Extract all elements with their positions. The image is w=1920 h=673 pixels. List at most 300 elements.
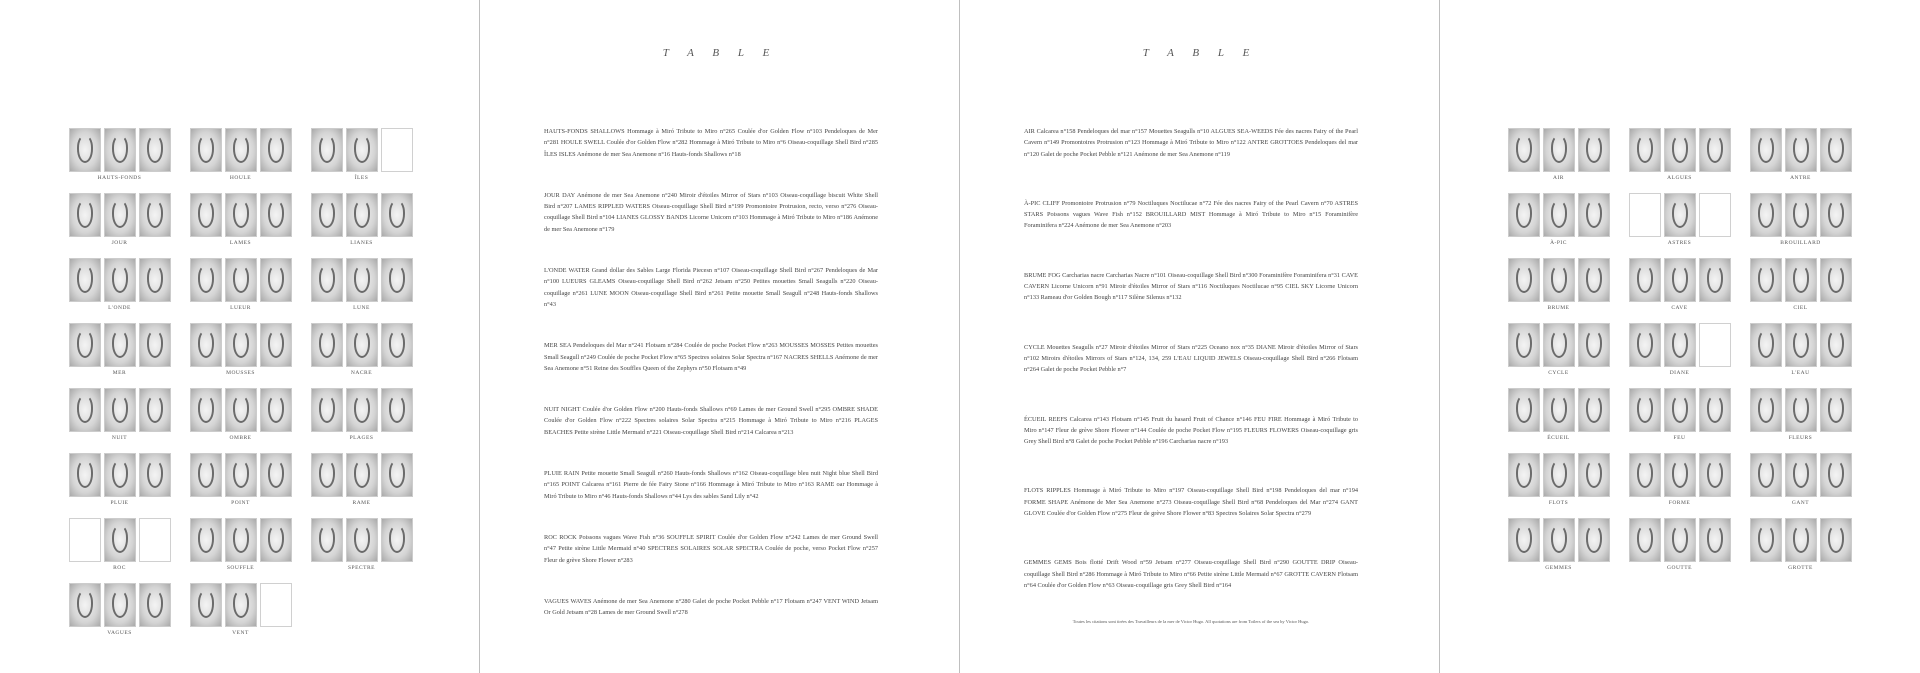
thumbnail-group bbox=[64, 193, 175, 258]
necklace-icon bbox=[1516, 525, 1532, 553]
jewelry-thumbnail bbox=[190, 518, 222, 562]
jewelry-thumbnail bbox=[1508, 323, 1540, 367]
thumbnail-group bbox=[1745, 453, 1856, 518]
necklace-icon bbox=[1516, 265, 1532, 293]
jewelry-thumbnail bbox=[311, 193, 343, 237]
thumbnail-group-label: L'EAU bbox=[1791, 370, 1810, 376]
jewelry-thumbnail bbox=[381, 453, 413, 497]
necklace-icon bbox=[1793, 525, 1809, 553]
empty-thumbnail bbox=[1629, 193, 1661, 237]
thumbnail-row bbox=[1508, 388, 1610, 432]
thumbnail-group bbox=[1745, 518, 1856, 583]
thumbnail-group-label: NUIT bbox=[111, 435, 128, 441]
jewelry-thumbnail bbox=[1750, 193, 1782, 237]
thumbnail-row bbox=[69, 388, 171, 432]
jewelry-thumbnail bbox=[139, 193, 171, 237]
necklace-icon bbox=[77, 265, 93, 293]
jewelry-thumbnail bbox=[69, 128, 101, 172]
jewelry-thumbnail bbox=[346, 323, 378, 367]
thumbnail-group bbox=[306, 518, 417, 583]
thumbnail-group-label: LIANES bbox=[350, 240, 373, 246]
thumbnail-group bbox=[64, 583, 175, 648]
necklace-icon bbox=[1551, 330, 1567, 358]
thumbnail-group-label: FORME bbox=[1668, 500, 1691, 506]
thumbnail-row bbox=[1508, 128, 1610, 172]
jewelry-thumbnail bbox=[1543, 128, 1575, 172]
necklace-icon bbox=[268, 525, 284, 553]
necklace-icon bbox=[268, 135, 284, 163]
index-entry: HAUTS-FONDS SHALLOWS Hommage à Miró Tribute to Miro n°265 Coulée d'or Golden Flow n°103 Pendeloques de Mer n°281 HOULE SWELL Coulée d'or Golden Flow n°282 Hommage à Miró Tribute to Miro n°6 Oiseau-coquillage Shell Bird n°285 ÎLES ISLES Anémone de mer Sea Anemone n°16 Hauts-fonds Shallows n°18 bbox=[544, 128, 878, 158]
necklace-icon bbox=[354, 525, 370, 553]
thumbnail-row bbox=[1750, 258, 1852, 302]
necklace-icon bbox=[354, 265, 370, 293]
necklace-icon bbox=[233, 460, 249, 488]
necklace-icon bbox=[1637, 395, 1653, 423]
jewelry-thumbnail bbox=[1750, 518, 1782, 562]
empty-thumbnail bbox=[1699, 323, 1731, 367]
jewelry-thumbnail bbox=[1578, 453, 1610, 497]
thumbnail-group bbox=[185, 453, 296, 518]
necklace-icon bbox=[198, 330, 214, 358]
thumbnail-group-label: SOUFFLE bbox=[226, 565, 255, 571]
jewelry-thumbnail bbox=[1785, 193, 1817, 237]
jewelry-thumbnail bbox=[1750, 323, 1782, 367]
jewelry-thumbnail bbox=[190, 193, 222, 237]
thumbnail-group bbox=[1503, 323, 1614, 388]
empty-thumbnail bbox=[139, 518, 171, 562]
jewelry-thumbnail bbox=[139, 128, 171, 172]
jewelry-thumbnail bbox=[260, 128, 292, 172]
necklace-icon bbox=[198, 265, 214, 293]
empty-thumbnail bbox=[69, 518, 101, 562]
jewelry-thumbnail bbox=[1578, 258, 1610, 302]
thumbnail-group-label: CAVE bbox=[1671, 305, 1688, 311]
thumbnail-group-label: GROTTE bbox=[1788, 565, 1813, 571]
jewelry-thumbnail bbox=[225, 193, 257, 237]
index-entry: CYCLE Mouettes Seagulls n°27 Miroir d'étoiles Mirror of Stars n°225 Oceano nox n°35 DIANE Miroir d'étoiles Mirror of Stars n°102 Miroirs d'étoiles Mirrors of Stars n°124, 134, 259 L'EAU LIQUID JEWELS Oiseau-coquillage Shell Bird n°266 Flotsam n°264 Galet de poche Pocket Pebble n°7 bbox=[1024, 343, 1358, 374]
jewelry-thumbnail bbox=[346, 193, 378, 237]
thumbnail-group bbox=[185, 583, 296, 648]
index-entry: VAGUES WAVES Anémone de mer Sea Anemone n°280 Galet de poche Pocket Pebble n°17 Flotsam n°247 VENT WIND Jetsam Or Gold Jetsam n°28 Lames de mer Ground Swell n°278 bbox=[544, 597, 878, 617]
thumbnail-row bbox=[190, 258, 292, 302]
jewelry-thumbnail bbox=[1629, 388, 1661, 432]
thumbnail-group-label: ROC bbox=[113, 565, 126, 571]
jewelry-thumbnail bbox=[225, 258, 257, 302]
jewelry-thumbnail bbox=[104, 323, 136, 367]
necklace-icon bbox=[1672, 265, 1688, 293]
jewelry-thumbnail bbox=[381, 518, 413, 562]
jewelry-thumbnail bbox=[311, 128, 343, 172]
thumbnail-group-label: PLAGES bbox=[349, 435, 374, 441]
thumbnail-row bbox=[69, 323, 171, 367]
jewelry-thumbnail bbox=[1664, 518, 1696, 562]
thumbnail-group-label: ASTRES bbox=[1667, 240, 1692, 246]
necklace-icon bbox=[77, 330, 93, 358]
thumbnail-group-label: CYCLE bbox=[1548, 370, 1569, 376]
thumbnail-group-label: FEU bbox=[1673, 435, 1686, 441]
thumbnail-group-label: ÎLES bbox=[354, 175, 369, 181]
necklace-icon bbox=[1828, 395, 1844, 423]
index-entry: ÉCUEIL REEFS Calcarea n°143 Flotsam n°145 Fruit du hasard Fruit of Chance n°146 FEU FIRE Hommage à Miró Tribute to Miro n°147 Fleur de grève Shore Flower n°144 Coulée de poche Pocket Flow n°195 FLEURS FLOWERS Oiseau-coquillage gris Grey Shell Bird n°8 Galet de poche Pocket Pebble n°196 Carcharias nacre n°193 bbox=[1024, 415, 1358, 446]
necklace-icon bbox=[198, 590, 214, 618]
jewelry-thumbnail bbox=[1750, 258, 1782, 302]
necklace-icon bbox=[1707, 265, 1723, 293]
necklace-icon bbox=[1551, 525, 1567, 553]
jewelry-thumbnail bbox=[1508, 258, 1540, 302]
thumbnail-row bbox=[190, 388, 292, 432]
thumbnail-group bbox=[306, 388, 417, 453]
necklace-icon bbox=[1586, 265, 1602, 293]
thumbnail-group-label: MER bbox=[112, 370, 127, 376]
necklace-icon bbox=[1707, 525, 1723, 553]
necklace-icon bbox=[1637, 265, 1653, 293]
necklace-icon bbox=[147, 460, 163, 488]
necklace-icon bbox=[1758, 460, 1774, 488]
thumbnail-group-label: GEMMES bbox=[1545, 565, 1572, 571]
jewelry-thumbnail bbox=[104, 518, 136, 562]
thumbnail-group bbox=[64, 388, 175, 453]
thumbnail-row bbox=[69, 518, 171, 562]
necklace-icon bbox=[1793, 265, 1809, 293]
thumbnail-row bbox=[1750, 518, 1852, 562]
thumbnail-group bbox=[64, 128, 175, 193]
jewelry-thumbnail bbox=[311, 323, 343, 367]
thumbnail-group-label: GANT bbox=[1791, 500, 1810, 506]
necklace-icon bbox=[112, 135, 128, 163]
thumbnail-group-label: LUEUR bbox=[230, 305, 251, 311]
necklace-icon bbox=[77, 460, 93, 488]
thumbnail-row bbox=[1750, 193, 1852, 237]
index-entry: NUIT NIGHT Coulée d'or Golden Flow n°200 Hauts-fonds Shallows n°69 Lames de mer Ground Swell n°295 OMBRE SHADE Coulée d'or Golden Flow n°222 Spectres solaires Solar Spectra n°215 Hommage à Miró Tribute to Miro n°216 PLAGES BEACHES Petite sirène Little Mermaid n°221 Oiseau-coquillage Shell Bird n°214 Calcarea n°213 bbox=[544, 406, 878, 436]
thumbnail-group-label: ÉCUEIL bbox=[1547, 435, 1570, 441]
jewelry-thumbnail bbox=[1508, 128, 1540, 172]
jewelry-thumbnail bbox=[225, 388, 257, 432]
thumbnail-row bbox=[311, 258, 413, 302]
page-title: T A B L E bbox=[662, 47, 778, 59]
necklace-icon bbox=[268, 200, 284, 228]
jewelry-thumbnail bbox=[104, 193, 136, 237]
thumbnail-group bbox=[1745, 388, 1856, 453]
jewelry-thumbnail bbox=[69, 453, 101, 497]
jewelry-thumbnail bbox=[1543, 453, 1575, 497]
thumbnail-group bbox=[1624, 388, 1735, 453]
jewelry-thumbnail bbox=[104, 258, 136, 302]
index-entries bbox=[1024, 126, 1358, 629]
necklace-icon bbox=[147, 135, 163, 163]
jewelry-thumbnail bbox=[1785, 128, 1817, 172]
thumbnail-row bbox=[1750, 453, 1852, 497]
necklace-icon bbox=[1828, 265, 1844, 293]
thumbnail-group-label: ALGUES bbox=[1667, 175, 1692, 181]
necklace-icon bbox=[233, 330, 249, 358]
necklace-icon bbox=[198, 395, 214, 423]
necklace-icon bbox=[1758, 200, 1774, 228]
necklace-icon bbox=[233, 590, 249, 618]
thumbnail-row bbox=[1629, 518, 1731, 562]
necklace-icon bbox=[198, 460, 214, 488]
thumbnail-group bbox=[64, 518, 175, 583]
jewelry-thumbnail bbox=[104, 128, 136, 172]
thumbnail-group bbox=[64, 453, 175, 518]
necklace-icon bbox=[233, 200, 249, 228]
thumbnail-group-label: NACRE bbox=[350, 370, 373, 376]
jewelry-thumbnail bbox=[346, 518, 378, 562]
thumbnail-group bbox=[185, 128, 296, 193]
jewelry-thumbnail bbox=[260, 323, 292, 367]
thumbnail-group-label: VAGUES bbox=[107, 630, 132, 636]
necklace-icon bbox=[1758, 135, 1774, 163]
thumbnail-row bbox=[311, 193, 413, 237]
necklace-icon bbox=[354, 330, 370, 358]
necklace-icon bbox=[1551, 460, 1567, 488]
jewelry-thumbnail bbox=[1750, 128, 1782, 172]
jewelry-thumbnail bbox=[139, 258, 171, 302]
necklace-icon bbox=[147, 330, 163, 358]
necklace-icon bbox=[354, 135, 370, 163]
necklace-icon bbox=[1793, 330, 1809, 358]
thumbnail-group-label: PLUIE bbox=[110, 500, 129, 506]
index-entry: MER SEA Pendeloques del Mar n°241 Flotsam n°284 Coulée de poche Pocket Flow n°263 MOUSSES MOSSES Petites mouettes Small Seagull n°249 Coulée de poche Pocket Flow n°65 Spectres solaires Solar Spectra n°167 NACRES SHELLS Anémone de mer Sea Anemone n°51 Reine des Souffles Queen of the Zephyrs n°50 Flotsam n°49 bbox=[544, 342, 878, 372]
index-entry: GEMMES GEMS Bois flotté Drift Wood n°59 Jetsam n°277 Oiseau-coquillage Shell Bird n°290 GOUTTE DRIP Oiseau-coquillage Shell Bird n°286 Hommage à Miró Tribute to Miro n°66 Petite sirène Little Mermaid n°67 GROTTE CAVERN Flotsam n°64 Coulée d'or Golden Flow n°63 Oiseau-coquillage gris Grey Shell Bird n°164 bbox=[1024, 559, 1358, 589]
thumbnail-row bbox=[1508, 453, 1610, 497]
jewelry-thumbnail bbox=[1629, 453, 1661, 497]
thumbnail-row bbox=[1750, 128, 1852, 172]
necklace-icon bbox=[1758, 330, 1774, 358]
thumbnail-group-label: VENT bbox=[232, 630, 249, 636]
jewelry-thumbnail bbox=[1543, 388, 1575, 432]
jewelry-thumbnail bbox=[346, 388, 378, 432]
index-entry: À-PIC CLIFF Promontoire Protrusion n°79 Noctiluques Noctilucae n°72 Fée des nacres Fairy of the Pearl Cavern n°70 ASTRES STARS Poissons vagues Wave Fish n°152 BROUILLARD MIST Hommage à Miró Tribute to Miro n°15 Foraminifère Foraminifera n°224 Anémone de mer Sea Anemone n°203 bbox=[1024, 199, 1358, 230]
thumbnail-group bbox=[1503, 258, 1614, 323]
jewelry-thumbnail bbox=[190, 128, 222, 172]
thumbnail-row bbox=[190, 518, 292, 562]
jewelry-thumbnail bbox=[1543, 258, 1575, 302]
jewelry-thumbnail bbox=[1820, 193, 1852, 237]
thumbnail-row bbox=[1508, 193, 1610, 237]
necklace-icon bbox=[198, 135, 214, 163]
thumbnail-row bbox=[69, 583, 171, 627]
jewelry-thumbnail bbox=[1629, 323, 1661, 367]
thumbnail-group bbox=[185, 258, 296, 323]
index-entry: PLUIE RAIN Petite mouette Small Seagull n°260 Hauts-fonds Shallows n°162 Oiseau-coquillage bleu nuit Night blue Shell Bird n°165 POINT Calcarea n°161 Pierre de fée Fairy Stone n°166 Hommage à Miró Tribute to Miro n°163 RAME oar Hommage à Miró Tribute to Miro n°46 Hauts-fonds Shallows n°44 Lys des sables Sand Lily n°42 bbox=[544, 470, 878, 500]
jewelry-thumbnail bbox=[260, 518, 292, 562]
thumbnail-group-label: ANTRE bbox=[1790, 175, 1811, 181]
thumbnail-group bbox=[1745, 258, 1856, 323]
thumbnail-group-label: L'ONDE bbox=[108, 305, 131, 311]
jewelry-thumbnail bbox=[139, 323, 171, 367]
necklace-icon bbox=[1828, 135, 1844, 163]
thumbnail-group bbox=[185, 388, 296, 453]
necklace-icon bbox=[268, 460, 284, 488]
jewelry-thumbnail bbox=[260, 453, 292, 497]
footnote: Toutes les citations sont tirées des Travailleurs de la mer de Victor Hugo. All quotations are from Toilers of the sea by Victor Hugo. bbox=[1072, 619, 1310, 624]
thumbnail-row bbox=[1750, 388, 1852, 432]
necklace-icon bbox=[112, 395, 128, 423]
necklace-icon bbox=[389, 525, 405, 553]
necklace-icon bbox=[198, 200, 214, 228]
empty-thumbnail bbox=[260, 583, 292, 627]
thumbnail-group bbox=[185, 193, 296, 258]
jewelry-thumbnail bbox=[1543, 518, 1575, 562]
index-entry: L'ONDE WATER Grand dollar des Sables Large Florida Piecesn n°107 Oiseau-coquillage Shell Bird n°267 Pendeloques de Mar n°100 LUEURS GLEAMS Oiseau-coquillage Shell Bird n°262 Jetsam n°250 Petites mouettes Small Seagulls n°220 Oiseau-coquillage n°261 LUNE MOON Oiseau-coquillage Shell Bird n°261 Petite mouette Small Seagull n°248 Hauts-fonds Shallows n°43 bbox=[544, 267, 878, 308]
thumbnail-group bbox=[1624, 193, 1735, 258]
jewelry-thumbnail bbox=[69, 193, 101, 237]
thumbnail-group bbox=[1503, 193, 1614, 258]
jewelry-thumbnail bbox=[190, 258, 222, 302]
necklace-icon bbox=[147, 395, 163, 423]
jewelry-thumbnail bbox=[190, 323, 222, 367]
jewelry-thumbnail bbox=[104, 388, 136, 432]
necklace-icon bbox=[389, 265, 405, 293]
jewelry-thumbnail bbox=[69, 583, 101, 627]
jewelry-thumbnail bbox=[1785, 323, 1817, 367]
necklace-icon bbox=[1516, 135, 1532, 163]
thumbnail-group bbox=[1503, 388, 1614, 453]
page-title: T A B L E bbox=[1142, 47, 1258, 59]
necklace-icon bbox=[112, 265, 128, 293]
jewelry-thumbnail bbox=[1508, 388, 1540, 432]
necklace-icon bbox=[112, 330, 128, 358]
necklace-icon bbox=[389, 200, 405, 228]
thumbnail-group bbox=[306, 193, 417, 258]
thumbnail-group bbox=[64, 323, 175, 388]
necklace-icon bbox=[1551, 135, 1567, 163]
index-entry: FLOTS RIPPLES Hommage à Miró Tribute to Miro n°197 Oiseau-coquillage Shell Bird n°198 Pendeloques del mar n°194 FORME SHAPE Anémone de Mer Sea Anemone n°273 Oiseau-coquillage Shell Bird n°68 Pendeloques del Mar n°274 GANT GLOVE Coulée d'or Golden Flow n°275 Fleur de grève Shore Flower n°83 Spectres Solaires Solar Spectra n°279 bbox=[1024, 487, 1358, 518]
jewelry-thumbnail bbox=[1578, 323, 1610, 367]
necklace-icon bbox=[1637, 330, 1653, 358]
necklace-icon bbox=[389, 330, 405, 358]
jewelry-thumbnail bbox=[1543, 323, 1575, 367]
thumbnail-row bbox=[1629, 258, 1731, 302]
jewelry-thumbnail bbox=[1543, 193, 1575, 237]
table-page-2 bbox=[960, 0, 1440, 673]
thumbnail-row bbox=[69, 453, 171, 497]
thumbnail-group-label: LAMES bbox=[229, 240, 252, 246]
thumbnail-group-label: BRUME bbox=[1547, 305, 1570, 311]
necklace-icon bbox=[147, 590, 163, 618]
necklace-icon bbox=[319, 460, 335, 488]
necklace-icon bbox=[1793, 395, 1809, 423]
jewelry-thumbnail bbox=[1699, 453, 1731, 497]
jewelry-thumbnail bbox=[1750, 453, 1782, 497]
necklace-icon bbox=[233, 265, 249, 293]
jewelry-thumbnail bbox=[69, 323, 101, 367]
jewelry-thumbnail bbox=[1785, 388, 1817, 432]
jewelry-thumbnail bbox=[1664, 453, 1696, 497]
necklace-icon bbox=[1707, 395, 1723, 423]
jewelry-thumbnail bbox=[1750, 388, 1782, 432]
empty-thumbnail bbox=[381, 128, 413, 172]
necklace-icon bbox=[1828, 200, 1844, 228]
necklace-icon bbox=[233, 395, 249, 423]
thumbnail-group bbox=[306, 128, 417, 193]
jewelry-thumbnail bbox=[1699, 258, 1731, 302]
thumbnail-row bbox=[1750, 323, 1852, 367]
jewelry-thumbnail bbox=[1578, 518, 1610, 562]
index-entry: JOUR DAY Anémone de mer Sea Anemone n°240 Miroir d'étoiles Mirror of Stars n°103 Oiseau-coquillage biscuit White Shell Bird n°207 LAMES RIPPLED WATERS Oiseau-coquillage Shell Bird n°199 Promontoire Protrusion, recto, verso n°276 Oiseau-coquillage Shell Bird n°104 LIANES GLOSSY BANDS Licorne Unicorn n°103 Hommage à Miró Tribute to Miro n°186 Anémone de mer Sea Anemone n°179 bbox=[544, 191, 878, 233]
thumbnail-row bbox=[1629, 453, 1731, 497]
jewelry-thumbnail bbox=[1785, 453, 1817, 497]
jewelry-thumbnail bbox=[139, 453, 171, 497]
necklace-icon bbox=[319, 200, 335, 228]
thumbnail-group-label: HOULE bbox=[229, 175, 252, 181]
necklace-icon bbox=[389, 460, 405, 488]
jewelry-thumbnail bbox=[1629, 518, 1661, 562]
necklace-icon bbox=[268, 330, 284, 358]
necklace-icon bbox=[233, 135, 249, 163]
jewelry-thumbnail bbox=[190, 583, 222, 627]
thumbnail-page-left bbox=[0, 0, 480, 673]
jewelry-thumbnail bbox=[346, 453, 378, 497]
necklace-icon bbox=[319, 395, 335, 423]
jewelry-thumbnail bbox=[1820, 258, 1852, 302]
necklace-icon bbox=[354, 460, 370, 488]
thumbnail-group-label: BROUILLARD bbox=[1780, 240, 1821, 246]
necklace-icon bbox=[1586, 460, 1602, 488]
jewelry-thumbnail bbox=[225, 583, 257, 627]
thumbnail-row bbox=[1629, 388, 1731, 432]
index-entries bbox=[544, 126, 878, 648]
thumbnail-group-label: FLOTS bbox=[1548, 500, 1569, 506]
necklace-icon bbox=[233, 525, 249, 553]
necklace-icon bbox=[319, 265, 335, 293]
thumbnail-row bbox=[69, 193, 171, 237]
jewelry-thumbnail bbox=[139, 388, 171, 432]
necklace-icon bbox=[112, 525, 128, 553]
thumbnail-group bbox=[1745, 193, 1856, 258]
necklace-icon bbox=[319, 135, 335, 163]
thumbnail-row bbox=[190, 453, 292, 497]
jewelry-thumbnail bbox=[1508, 518, 1540, 562]
necklace-icon bbox=[354, 200, 370, 228]
thumbnail-page-right bbox=[1440, 0, 1920, 673]
necklace-icon bbox=[1672, 460, 1688, 488]
jewelry-thumbnail bbox=[1578, 193, 1610, 237]
necklace-icon bbox=[198, 525, 214, 553]
necklace-icon bbox=[1793, 200, 1809, 228]
jewelry-thumbnail bbox=[1664, 388, 1696, 432]
necklace-icon bbox=[1758, 395, 1774, 423]
necklace-icon bbox=[1672, 200, 1688, 228]
thumbnail-group-label: LUNE bbox=[353, 305, 370, 311]
necklace-icon bbox=[1672, 525, 1688, 553]
necklace-icon bbox=[1672, 395, 1688, 423]
thumbnail-row bbox=[1508, 258, 1610, 302]
jewelry-thumbnail bbox=[1664, 258, 1696, 302]
thumbnail-group-label: CIEL bbox=[1793, 305, 1808, 311]
necklace-icon bbox=[112, 460, 128, 488]
jewelry-thumbnail bbox=[225, 128, 257, 172]
thumbnail-row bbox=[190, 583, 292, 627]
necklace-icon bbox=[77, 200, 93, 228]
necklace-icon bbox=[1793, 460, 1809, 488]
thumbnail-row bbox=[1508, 323, 1610, 367]
necklace-icon bbox=[1637, 135, 1653, 163]
jewelry-thumbnail bbox=[1820, 388, 1852, 432]
necklace-icon bbox=[1828, 460, 1844, 488]
thumbnail-row bbox=[1629, 128, 1731, 172]
thumbnail-row bbox=[1508, 518, 1610, 562]
jewelry-thumbnail bbox=[1820, 128, 1852, 172]
jewelry-thumbnail bbox=[1820, 518, 1852, 562]
jewelry-thumbnail bbox=[346, 258, 378, 302]
thumbnail-group bbox=[1624, 128, 1735, 193]
thumbnail-group bbox=[1503, 453, 1614, 518]
jewelry-thumbnail bbox=[225, 518, 257, 562]
jewelry-thumbnail bbox=[1629, 128, 1661, 172]
thumbnail-row bbox=[311, 518, 413, 562]
thumbnail-row bbox=[311, 453, 413, 497]
